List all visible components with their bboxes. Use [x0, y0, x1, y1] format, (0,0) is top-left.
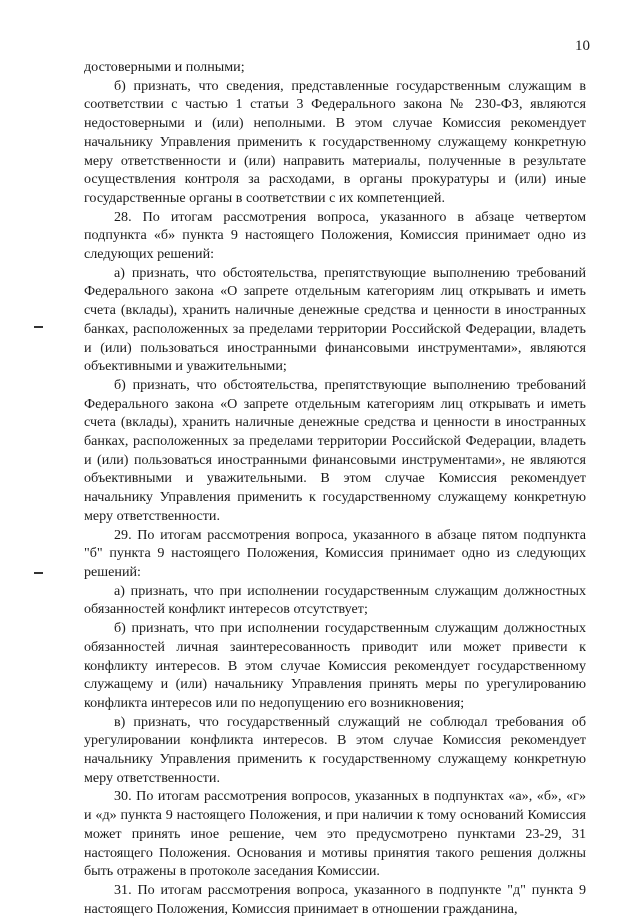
page-number: 10 [575, 38, 590, 54]
document-body [84, 58, 586, 918]
paragraph-29c: в) признать, что государственный служащий не соблюдал требования об урегулировании конфликта интересов. В этом случае Комиссия рекомендует начальнику Управления применить к государственному служащему конкретную меру ответственности. [84, 713, 586, 786]
paragraph-29b: б) признать, что при исполнении государственным служащим должностных обязанностей личная заинтересованность приводит или может привести к конфликту интересов. В этом случае Комиссия рекомендует государственному служащему и (или) начальнику Управления принять меры по урегулированию конфликта интересов или по недопущению его возникновения; [84, 620, 586, 711]
paragraph-28a: а) признать, что обстоятельства, препятствующие выполнению требований Федерального закона «О запрете отдельным категориям лиц открывать и иметь счета (вклады), хранить наличные денежные средства и ценности в иностранных банках, расположенных за пределами территории Российской Федерации, владеть и (или) пользоваться иностранными финансовыми инструментами», являются объективными и уважительными; [84, 264, 586, 375]
paragraph-31: 31. По итогам рассмотрения вопроса, указанного в подпункте "д" пункта 9 настоящего Положения, Комиссия принимает в отношении гражданина, [84, 881, 586, 917]
paragraph-30: 30. По итогам рассмотрения вопросов, указанных в подпунктах «а», «б», «г» и «д» пункта 9 настоящего Положения, и при наличии к тому оснований Комиссия может принять иное решение, чем это предусмотрено пунктами 23-29, 31 настоящего Положения. Основания и мотивы принятия такого решения должны быть отражены в протоколе заседания Комиссии. [84, 788, 586, 880]
margin-mark [34, 326, 43, 328]
paragraph-29a: а) признать, что при исполнении государственным служащим должностных обязанностей конфликт интересов отсутствует; [84, 582, 586, 618]
paragraph-29: 29. По итогам рассмотрения вопроса, указанного в абзаце пятом подпункта "б" пункта 9 настоящего Положения, Комиссия принимает одно из следующих решений: [84, 526, 586, 580]
paragraph-continuation: достоверными и полными; [84, 59, 245, 75]
paragraph-28b: б) признать, что обстоятельства, препятствующие выполнению требований Федерального закона «О запрете отдельным категориям лиц открывать и иметь счета (вклады), хранить наличные денежные средства и ценности в иностранных банках, расположенных за пределами территории Российской Федерации, владеть и (или) пользоваться иностранными финансовыми инструментами», не являются объективными и уважительными. В этом случае Комиссия рекомендует начальнику Управления применить к государственному служащему конкретную меру ответственности. [84, 376, 586, 524]
paragraph-28: 28. По итогам рассмотрения вопроса, указанного в абзаце четвертом подпункта «б» пункта 9 настоящего Положения, Комиссия принимает одно из следующих решений: [84, 208, 586, 263]
margin-mark [34, 572, 43, 574]
paragraph-27b: б) признать, что сведения, представленные государственным служащим в соответствии с частью 1 статьи 3 Федерального закона № 230-ФЗ, являются недостоверными и (или) неполными. В этом случае Комиссия рекомендует начальнику Управления применить к государственному служащему конкретную меру ответственности и (или) направить материалы, полученные в результате осуществления контроля за расходами, в органы прокуратуры и (или) иные государственные органы в соответствии с их компетенцией. [84, 77, 586, 206]
